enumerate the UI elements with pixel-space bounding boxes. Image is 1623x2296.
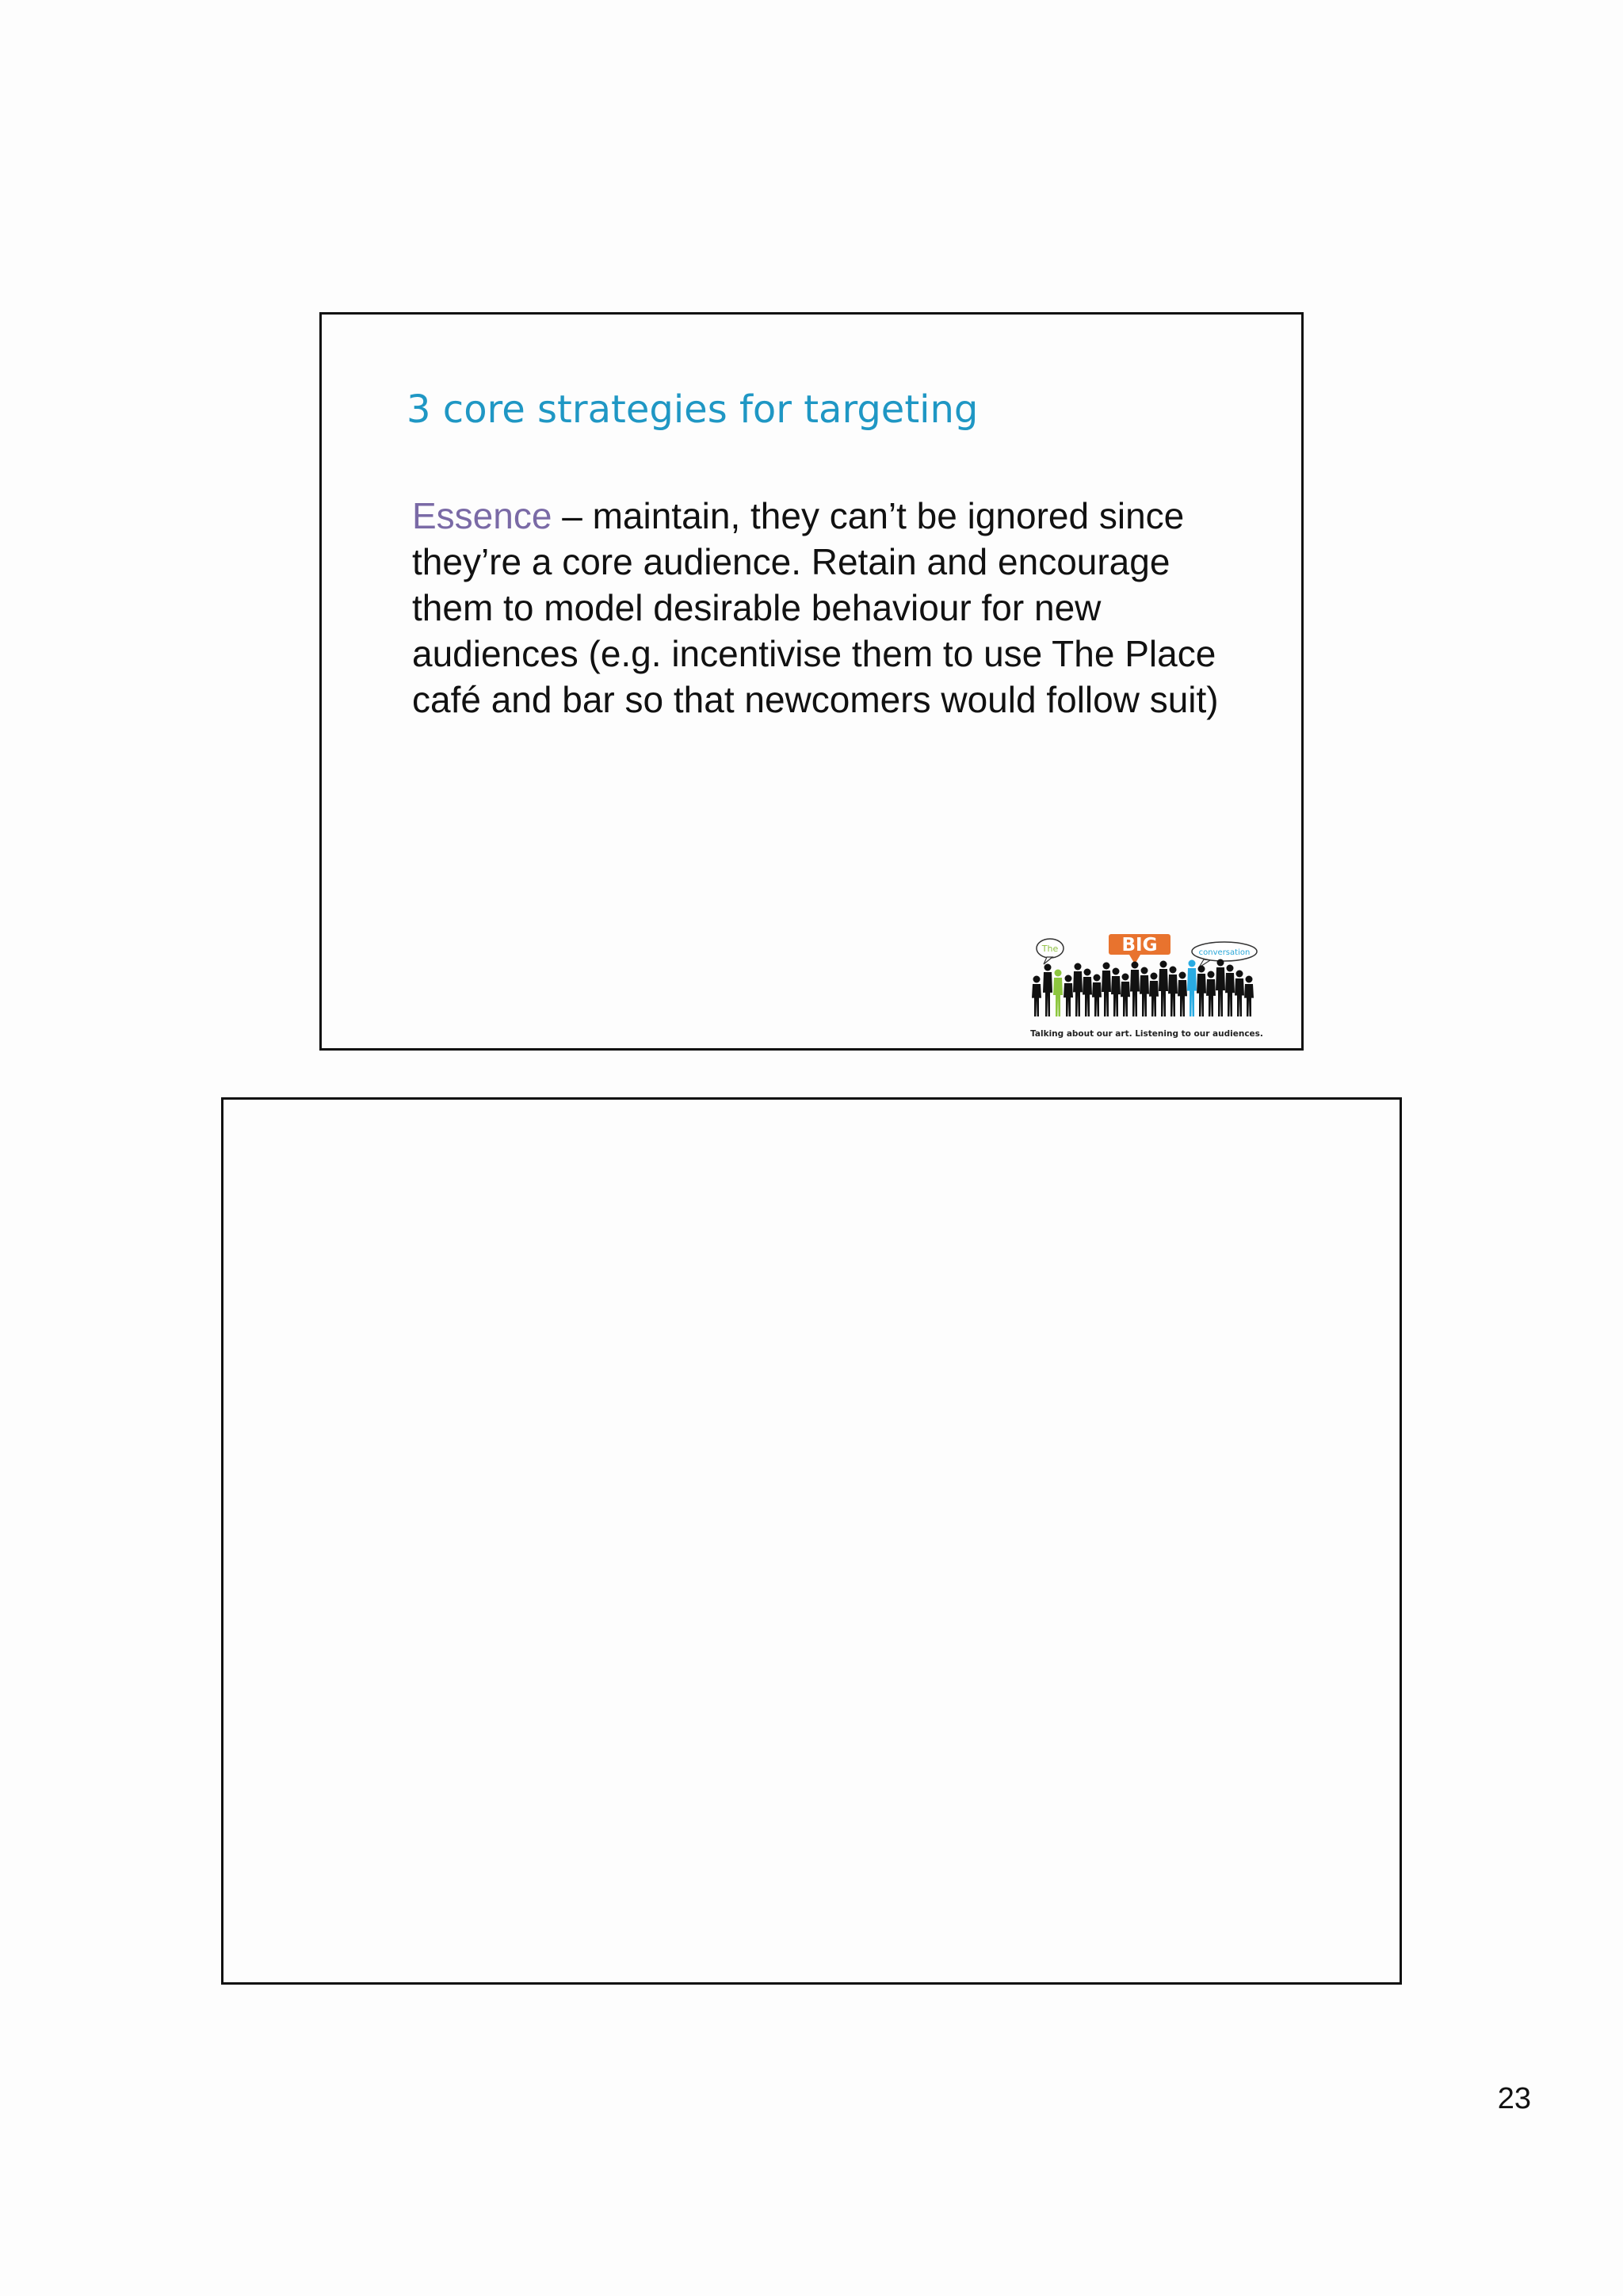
person-silhouette-icon xyxy=(1159,961,1168,1017)
page-number: 23 xyxy=(1497,2082,1531,2115)
person-silhouette-icon xyxy=(1102,963,1111,1017)
person-silhouette-icon xyxy=(1187,960,1197,1017)
slide-title: 3 core strategies for targeting xyxy=(407,387,979,432)
speech-bubble-right-text: conversation xyxy=(1198,948,1251,957)
person-silhouette-icon xyxy=(1178,972,1187,1017)
person-silhouette-icon xyxy=(1064,975,1073,1017)
speech-bubble-left-text: The xyxy=(1041,944,1059,954)
big-conversation-logo xyxy=(1028,929,1266,1040)
person-silhouette-icon xyxy=(1043,964,1052,1017)
body-text: – maintain, they can’t be ignored since they’re a core audience. Retain and encourage them to model desirable behaviour for new audiences (e.g. incentivise them to use The Place café and bar so that newcomers would follow suit) xyxy=(412,495,1219,720)
person-silhouette-icon xyxy=(1197,966,1206,1017)
person-silhouette-icon xyxy=(1130,962,1140,1017)
person-silhouette-icon xyxy=(1225,965,1235,1017)
person-silhouette-icon xyxy=(1140,967,1149,1017)
person-silhouette-icon xyxy=(1235,971,1244,1017)
slide-body xyxy=(412,493,1252,723)
person-silhouette-icon xyxy=(1073,963,1083,1017)
slide-1 xyxy=(319,312,1304,1051)
person-silhouette-icon xyxy=(1083,969,1092,1017)
person-silhouette-icon xyxy=(1206,971,1216,1017)
big-badge-text: BIG xyxy=(1121,935,1158,955)
person-silhouette-icon xyxy=(1111,968,1121,1017)
slide-2-blank xyxy=(221,1097,1402,1985)
logo-tagline: Talking about our art. Listening to our audiences. xyxy=(1030,1029,1263,1039)
person-silhouette-icon xyxy=(1216,959,1225,1017)
highlighted-term: Essence xyxy=(412,495,552,536)
person-silhouette-icon xyxy=(1149,973,1159,1017)
person-silhouette-icon xyxy=(1092,974,1102,1017)
person-silhouette-icon xyxy=(1121,974,1130,1017)
person-silhouette-icon xyxy=(1244,976,1254,1017)
person-silhouette-icon xyxy=(1168,967,1178,1017)
person-silhouette-icon xyxy=(1053,970,1063,1017)
person-silhouette-icon xyxy=(1032,976,1041,1017)
crowd-silhouettes-icon xyxy=(1032,959,1254,1017)
